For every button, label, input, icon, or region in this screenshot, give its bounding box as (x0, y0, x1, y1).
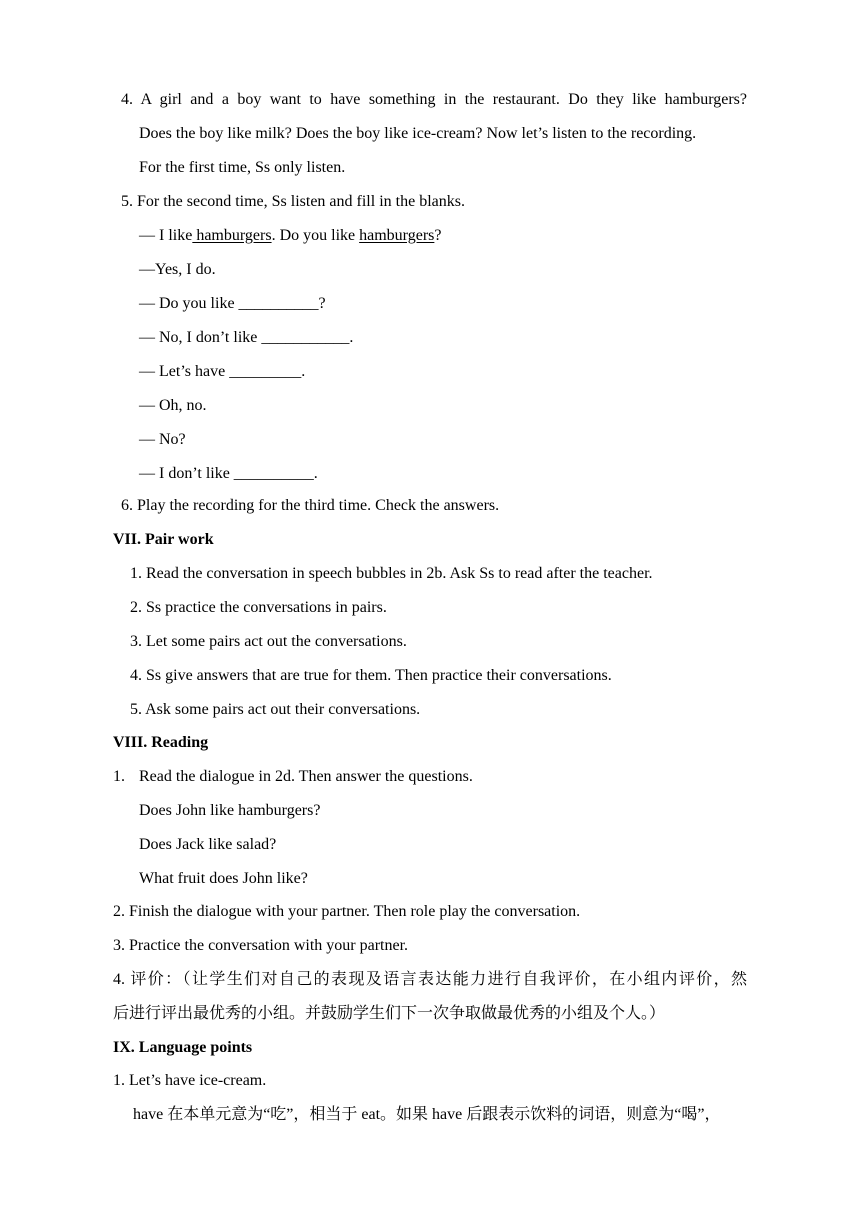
pair-work-item-2: 2. Ss practice the conversations in pairs. (130, 599, 387, 616)
language-point-1-explanation: have 在本单元意为“吃”，相当于 eat。如果 have 后跟表示饮料的词语，则意为“喝”， (133, 1106, 721, 1123)
reading-item-4-line-1: 4. 评价：（让学生们对自己的表现及语言表达能力进行自我评价，在小组内评价，然 (113, 971, 747, 988)
item-4-line-3: For the first time, Ss only listen. (139, 159, 346, 176)
section-heading-language-points: IX. Language points (113, 1039, 253, 1056)
dialogue-line-4: — No, I don’t like ___________. (139, 329, 354, 346)
language-point-1: 1. Let’s have ice-cream. (113, 1072, 267, 1089)
section-heading-pair-work: VII. Pair work (113, 531, 214, 548)
pair-work-item-4: 4. Ss give answers that are true for them. Then practice their conversations. (130, 667, 612, 684)
reading-item-4-line-2: 后进行评出最优秀的小组。并鼓励学生们下一次争取做最优秀的小组及个人。） (113, 1005, 666, 1022)
dialogue-line-6: — Oh, no. (139, 397, 207, 414)
reading-question-2: Does Jack like salad? (139, 836, 277, 853)
reading-question-1: Does John like hamburgers? (139, 802, 321, 819)
item-6: 6. Play the recording for the third time. Check the answers. (121, 497, 500, 514)
dialogue-line-2: —Yes, I do. (139, 261, 216, 278)
dialogue-line-7: — No? (139, 431, 186, 448)
item-4-line-1: 4. A girl and a boy want to have something in the restaurant. Do they like hamburgers? (121, 91, 747, 108)
underlined-answer: hamburgers (192, 227, 272, 244)
dialogue-text: — I like (139, 227, 193, 244)
dialogue-text: . Do you like (271, 227, 360, 244)
underlined-answer: hamburgers (359, 227, 435, 244)
dialogue-line-1 (139, 226, 441, 246)
dialogue-line-5: — Let’s have _________. (139, 363, 306, 380)
item-5: 5. For the second time, Ss listen and fill in the blanks. (121, 193, 465, 210)
dialogue-text: ? (434, 227, 442, 244)
pair-work-item-3: 3. Let some pairs act out the conversations. (130, 633, 407, 650)
reading-item-1-number: 1. (113, 768, 125, 785)
pair-work-item-5: 5. Ask some pairs act out their conversations. (130, 701, 421, 718)
reading-item-3: 3. Practice the conversation with your partner. (113, 937, 409, 954)
section-heading-reading: VIII. Reading (113, 734, 209, 751)
reading-question-3: What fruit does John like? (139, 870, 308, 887)
pair-work-item-1: 1. Read the conversation in speech bubbles in 2b. Ask Ss to read after the teacher. (130, 565, 653, 582)
reading-item-1-text: Read the dialogue in 2d. Then answer the questions. (139, 768, 473, 785)
dialogue-line-8: — I don’t like __________. (139, 465, 318, 482)
dialogue-line-3: — Do you like __________? (139, 295, 326, 312)
reading-item-2: 2. Finish the dialogue with your partner. Then role play the conversation. (113, 903, 581, 920)
item-4-line-2: Does the boy like milk? Does the boy like ice-cream? Now let’s listen to the recording. (139, 125, 697, 142)
